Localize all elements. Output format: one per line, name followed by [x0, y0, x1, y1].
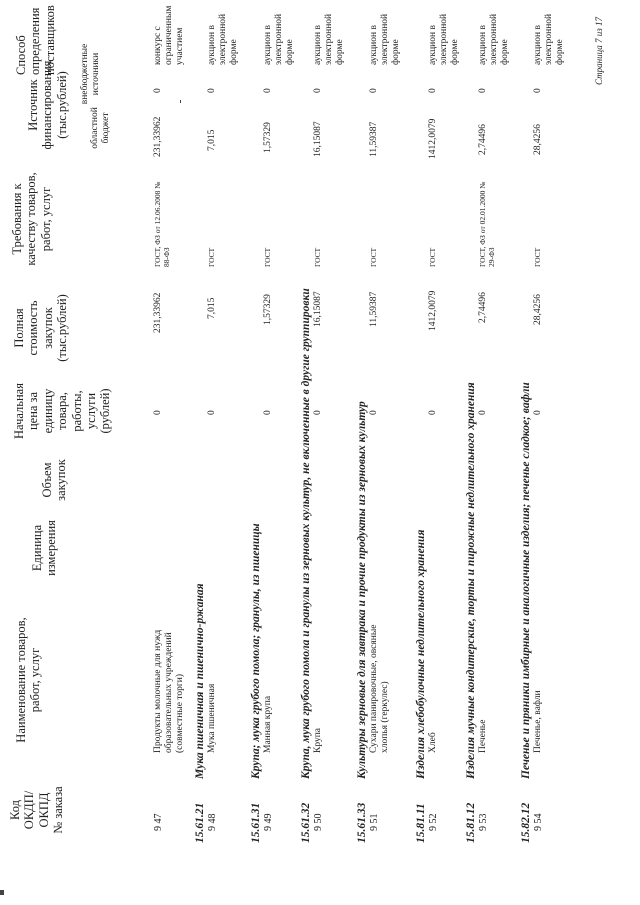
- group-title: Изделия мучные кондитерские, торты и пирожные недлительного хранения: [465, 382, 477, 779]
- row-number: 9 54: [533, 813, 544, 831]
- budget-funding: 2,74496: [478, 124, 488, 155]
- full-cost: 16,15087: [313, 291, 323, 327]
- budget-funding: 1412,0079: [428, 118, 438, 159]
- row-number: 9 47: [153, 813, 164, 831]
- init-price: 0: [478, 410, 488, 415]
- quality-req: ГОСТ: [263, 247, 272, 267]
- row-number: 9 50: [313, 813, 324, 831]
- group-title: Крупа; мука грубого помола; гранулы, из пшеницы: [250, 523, 262, 779]
- full-cost: 2,74496: [478, 292, 488, 323]
- header-requirements: Требования к качеству товаров, работ, услуг: [10, 172, 53, 266]
- quality-req: ГОСТ: [369, 247, 378, 267]
- procurement-method: аукцион в электронной форме: [428, 13, 460, 65]
- header-code: Код ОКДП/ ОКПД № заказа: [8, 786, 66, 834]
- item-name: Сухари панировочные, овсяные хлопья (геркулес): [369, 624, 390, 753]
- item-name: Печенье: [478, 719, 488, 753]
- full-cost: 7,015: [207, 297, 217, 319]
- header-name: Наименование товаров, работ, услуг: [14, 617, 43, 743]
- row-number: 9 51: [369, 813, 380, 831]
- full-cost: 1412,0079: [428, 290, 438, 331]
- group-title: Мука пшеничная и пшенично-ржаная: [194, 583, 206, 779]
- extra-funding: 0: [153, 88, 163, 93]
- extra-funding: 0: [207, 88, 217, 93]
- scan-mark: [180, 100, 181, 103]
- quality-req: ГОСТ: [313, 247, 322, 267]
- header-method: Способ определения поставщиков: [14, 5, 57, 75]
- item-name: Продукты молочные для нужд образовательных учреждений (совместные торги): [153, 629, 185, 753]
- extra-funding: 0: [478, 88, 488, 93]
- budget-funding: 7,015: [207, 129, 217, 151]
- quality-req: ГОСТ: [533, 247, 542, 267]
- init-price: 0: [533, 410, 543, 415]
- full-cost: 231,33962: [153, 292, 163, 333]
- header-funding-extra: внебюджетные источники: [80, 43, 101, 105]
- group-title: Печенье и пряники имбирные и аналогичные изделия; печенье сладкое; вафли: [520, 382, 532, 779]
- init-price: 0: [153, 410, 163, 415]
- procurement-method: аукцион в электронной форме: [533, 13, 565, 65]
- procurement-method: аукцион в электронной форме: [263, 13, 295, 65]
- page-number: Страница 7 из 17: [594, 17, 604, 85]
- init-price: 0: [263, 410, 273, 415]
- group-code: 15.82.12: [520, 802, 532, 843]
- row-number: 9 49: [263, 813, 274, 831]
- item-name: Крупа: [313, 727, 323, 753]
- budget-funding: 231,33962: [153, 116, 163, 157]
- full-cost: 28,4256: [533, 294, 543, 325]
- group-title: Культуры зерновые для завтрака и прочие продукты из зерновых культур: [356, 401, 368, 779]
- quality-req: ГОСТ: [428, 247, 437, 267]
- header-full-cost: Полная стоимость закупок (тыс.рублей): [12, 294, 70, 362]
- group-title: Крупа, мука грубого помола и гранулы из зерновых культур, не включенные в другие группировки: [300, 288, 312, 779]
- header-unit: Единица измерения: [30, 520, 59, 576]
- item-name: Хлеб: [428, 732, 438, 753]
- budget-funding: 16,15087: [313, 121, 323, 157]
- group-code: 15.61.31: [250, 802, 262, 843]
- budget-funding: 28,4256: [533, 124, 543, 155]
- procurement-method: аукцион в электронной форме: [207, 13, 239, 65]
- quality-req: ГОСТ, ФЗ от 12.06.2008 № 88-ФЗ: [153, 181, 171, 267]
- quality-req: ГОСТ: [207, 247, 216, 267]
- group-code: 15.61.21: [194, 802, 206, 843]
- extra-funding: 0: [428, 88, 438, 93]
- row-number: 9 53: [478, 813, 489, 831]
- item-name: Печенье, вафли: [533, 690, 543, 753]
- quality-req: ГОСТ, ФЗ от 02.01.2000 № 29-ФЗ: [478, 181, 496, 267]
- init-price: 0: [369, 410, 379, 415]
- procurement-method: аукцион в электронной форме: [369, 13, 401, 65]
- row-number: 9 48: [207, 813, 218, 831]
- extra-funding: 0: [533, 88, 543, 93]
- header-init-price: Начальная цена за единицу товара, работы, услуги (рублей): [12, 383, 113, 439]
- procurement-method: аукцион в электронной форме: [478, 13, 510, 65]
- group-code: 15.81.11: [415, 803, 427, 843]
- extra-funding: 0: [313, 88, 323, 93]
- budget-funding: 1,57329: [263, 122, 273, 153]
- full-cost: 1,57329: [263, 294, 273, 325]
- extra-funding: 0: [369, 88, 379, 93]
- procurement-method: конкурс с ограниченным участием: [153, 5, 185, 65]
- group-title: Изделия хлебобулочные недлительного хранения: [415, 529, 427, 779]
- full-cost: 11,59387: [369, 291, 379, 327]
- item-name: Мука пшеничная: [207, 683, 217, 753]
- budget-funding: 11,59387: [369, 121, 379, 157]
- procurement-method: аукцион в электронной форме: [313, 13, 345, 65]
- header-funding: Источник финансирования (тыс.рублей): [26, 60, 69, 150]
- scan-mark: [0, 890, 4, 895]
- header-volume: Объем закупок: [40, 459, 69, 501]
- header-funding-regional: областной бюджет: [90, 107, 111, 149]
- init-price: 0: [313, 410, 323, 415]
- group-code: 15.61.33: [356, 802, 368, 843]
- group-code: 15.81.12: [465, 802, 477, 843]
- init-price: 0: [428, 410, 438, 415]
- init-price: 0: [207, 410, 217, 415]
- row-number: 9 52: [428, 813, 439, 831]
- group-code: 15.61.32: [300, 802, 312, 843]
- item-name: Манная крупа: [263, 695, 273, 753]
- extra-funding: 0: [263, 88, 273, 93]
